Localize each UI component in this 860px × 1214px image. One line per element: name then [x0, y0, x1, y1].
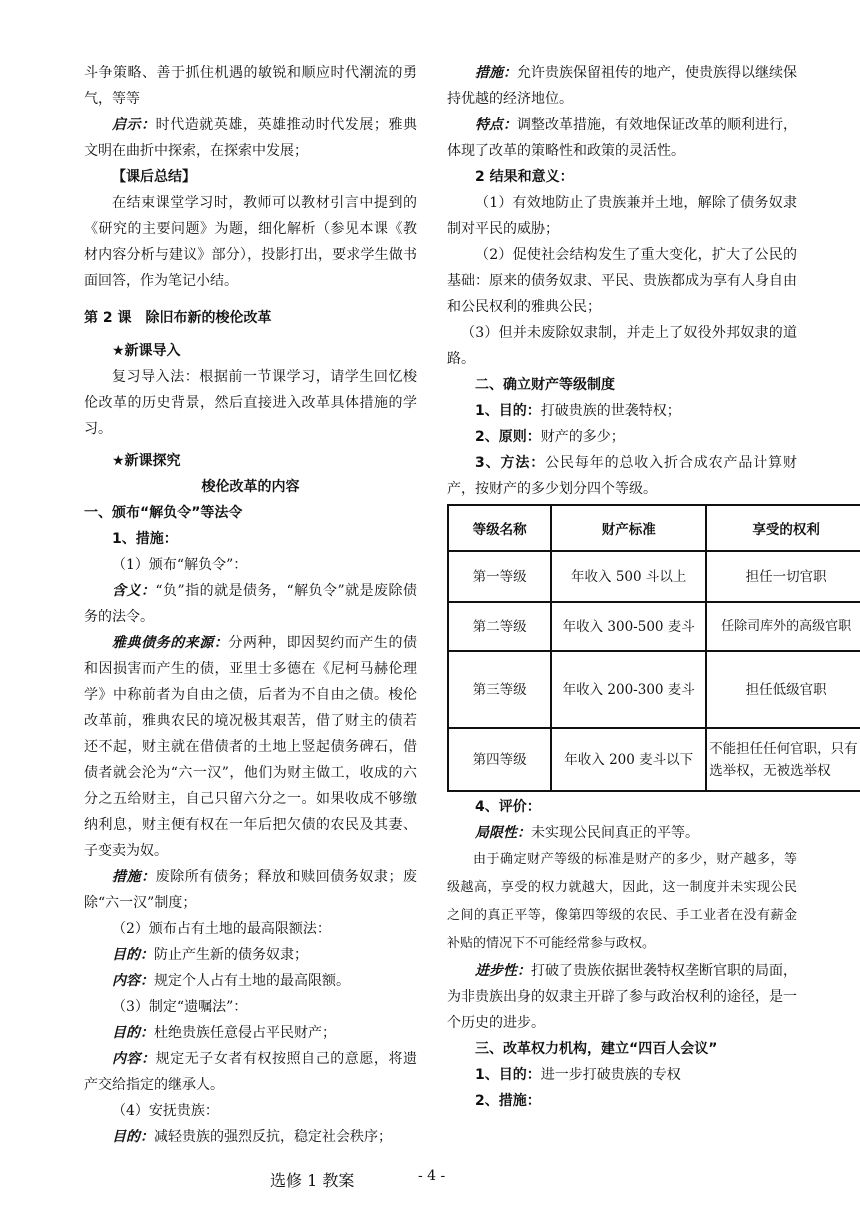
paragraph — [84, 1124, 417, 1150]
table-cell: 年收入 200-300 麦斗 — [551, 651, 706, 728]
table-header: 等级名称 — [448, 505, 551, 551]
table-row — [448, 651, 860, 728]
text: 允许贵族保留祖传的地产，使贵族得以继续保持优越的经济地位。 — [447, 65, 797, 107]
text: 公民每年的总收入折合成农产品计算财产，按财产的多少划分四个等级。 — [447, 455, 797, 497]
table-header: 享受的权利 — [706, 505, 860, 551]
text: 减轻贵族的强烈反抗，稳定社会秩序； — [154, 1129, 392, 1145]
text: 进一步打破贵族的专权 — [540, 1067, 681, 1083]
text: 分两种，即因契约而产生的债和因损害而产生的债，亚里士多德在《尼柯马赫伦理学》中称前者为自由之债，后者为不自由之债。梭伦改革前，雅典农民的境况极其艰苦，借了财主的债若还不起，财主就在借债者的土地上竖起债务碑石，借债者就会沦为“六一汉”，他们为财主做工，收成的六分之五给财主，自己只留六分之一。如果收成不够缴纳利息，财主便有权在一年后把欠债的农民及其妻、子变卖为奴。 — [84, 635, 418, 859]
paragraph — [447, 60, 797, 112]
text: 打破贵族的世袭特权； — [540, 403, 681, 419]
subheading: 4、评价： — [475, 799, 541, 815]
paragraph: 复习导入法：根据前一节课学习，请学生回忆梭伦改革的历史背景，然后直接进入改革具体措施的学习。 — [84, 369, 417, 437]
text: 杜绝贵族任意侵占平民财产； — [154, 1025, 336, 1041]
text: 防止产生新的债务奴隶； — [154, 947, 308, 963]
label: 目的： — [112, 1025, 154, 1041]
label: 雅典债务的来源： — [112, 635, 229, 651]
paragraph — [84, 112, 417, 164]
text: 调整改革措施，有效地保证改革的顺利进行，体现了改革的策略性和政策的灵活性。 — [447, 117, 797, 159]
label: 含义： — [112, 583, 156, 599]
label: 措施： — [112, 869, 156, 885]
table-row — [448, 602, 860, 651]
text: 规定个人占有土地的最高限额。 — [154, 973, 350, 989]
section-heading: ★新课探究 — [112, 453, 181, 469]
paragraph: （3）制定“遗嘱法”： — [112, 999, 248, 1015]
subheading: 1、措施： — [112, 531, 178, 547]
label: 3、方法： — [475, 455, 546, 471]
text: 废除所有债务；释放和赎回债务奴隶；废除“六一汉”制度； — [84, 869, 418, 911]
footer-label: 选修 1 教案 — [270, 1171, 355, 1190]
table-row — [448, 728, 860, 791]
table-cell: 任除司库外的高级官职 — [706, 602, 860, 651]
label: 局限性： — [475, 825, 531, 841]
spacer — [84, 294, 417, 304]
paragraph: 斗争策略、善于抓住机遇的敏锐和顺应时代潮流的勇气，等等 — [84, 65, 417, 107]
label: 目的： — [112, 947, 154, 963]
property-class-table — [447, 504, 860, 792]
text: 未实现公民间真正的平等。 — [531, 825, 699, 841]
right-column — [447, 60, 860, 1114]
table-row — [448, 551, 860, 602]
subheading: 2、措施： — [475, 1093, 541, 1109]
label: 启示： — [112, 117, 156, 133]
section-title: 三、改革权力机构，建立“四百人会议” — [475, 1041, 718, 1057]
page-number: - 4 - — [418, 1168, 446, 1184]
paragraph — [84, 578, 417, 630]
paragraph: （3）但并未废除奴隶制，并走上了奴役外邦奴隶的道路。 — [447, 325, 797, 367]
table-cell: 年收入 500 斗以上 — [551, 551, 706, 602]
paragraph — [84, 1046, 417, 1098]
lesson-title: 第 2 课 除旧布新的梭伦改革 — [84, 310, 272, 326]
label: 特点： — [475, 117, 517, 133]
paragraph — [447, 1062, 860, 1088]
paragraph — [447, 820, 797, 846]
paragraph — [447, 424, 860, 450]
text: 打破了贵族依据世袭特权垄断官职的局面，为非贵族出身的奴隶主开辟了参与政治权利的途径，是一个历史的进步。 — [447, 963, 797, 1031]
paragraph — [447, 958, 797, 1036]
label: 内容： — [112, 1051, 156, 1067]
paragraph: 在结束课堂学习时，教师可以教材引言中提到的《研究的主要问题》为题，细化解析（参见本课《教材内容分析与建议》部分），投影打出，要求学生做书面回答，作为笔记小结。 — [84, 195, 417, 289]
table-cell: 年收入 300-500 麦斗 — [551, 602, 706, 651]
text: 财产的多少； — [540, 429, 625, 445]
table-header-row — [448, 505, 860, 551]
paragraph — [84, 864, 417, 916]
text: 规定无子女者有权按照自己的意愿，将遗产交给指定的继承人。 — [84, 1051, 418, 1093]
paragraph: （4）安抚贵族： — [112, 1103, 219, 1119]
section-heading: 【课后总结】 — [112, 169, 196, 185]
section-title: 二、确立财产等级制度 — [475, 377, 615, 393]
label: 措施： — [475, 65, 517, 81]
paragraph — [447, 450, 797, 502]
label: 进步性： — [475, 963, 531, 979]
paragraph — [84, 968, 417, 994]
paragraph: （2）颁布占有土地的最高限额法： — [112, 921, 331, 937]
table-header: 财产标准 — [551, 505, 706, 551]
paragraph — [447, 112, 797, 164]
paragraph: 由于确定财产等级的标准是财产的多少，财产越多，等级越高，享受的权力就越大，因此，这一制度并未实现公民之间的真正平等，像第四等级的农民、手工业者在没有薪金补贴的情况下不可能经常参与政权。 — [447, 852, 797, 951]
left-column — [84, 60, 417, 1150]
table-cell: 第二等级 — [448, 602, 551, 651]
label: 1、目的： — [475, 1067, 541, 1083]
content-title: 梭伦改革的内容 — [201, 479, 300, 495]
label: 目的： — [112, 1129, 154, 1145]
table-cell: 年收入 200 麦斗以下 — [551, 728, 706, 791]
text: 时代造就英雄，英雄推动时代发展；雅典文明在曲折中探索，在探索中发展； — [84, 117, 418, 159]
section-heading: ★新课导入 — [112, 343, 181, 359]
label: 内容： — [112, 973, 154, 989]
paragraph — [447, 398, 860, 424]
table-cell: 第四等级 — [448, 728, 551, 791]
label: 1、目的： — [475, 403, 541, 419]
paragraph — [84, 942, 417, 968]
paragraph: （1）颁布“解负令”： — [112, 557, 248, 573]
paragraph: （1）有效地防止了贵族兼并土地，解除了债务奴隶制对平民的威胁； — [447, 195, 797, 237]
label: 2、原则： — [475, 429, 541, 445]
subheading: 2 结果和意义： — [475, 169, 574, 185]
section-title: 一、颁布“解负令”等法令 — [84, 505, 243, 521]
table-cell: 不能担任任何官职，只有选举权，无被选举权 — [706, 728, 860, 791]
table-cell: 第一等级 — [448, 551, 551, 602]
table-cell: 担任一切官职 — [706, 551, 860, 602]
text: “负”指的就是债务，“解负令”就是废除债务的法令。 — [84, 583, 417, 625]
paragraph — [84, 630, 417, 864]
paragraph: （2）促使社会结构发生了重大变化，扩大了公民的基础：原来的债务奴隶、平民、贵族都成为享有人身自由和公民权利的雅典公民； — [447, 247, 797, 315]
table-cell: 担任低级官职 — [706, 651, 860, 728]
table-cell: 第三等级 — [448, 651, 551, 728]
paragraph — [84, 1020, 417, 1046]
